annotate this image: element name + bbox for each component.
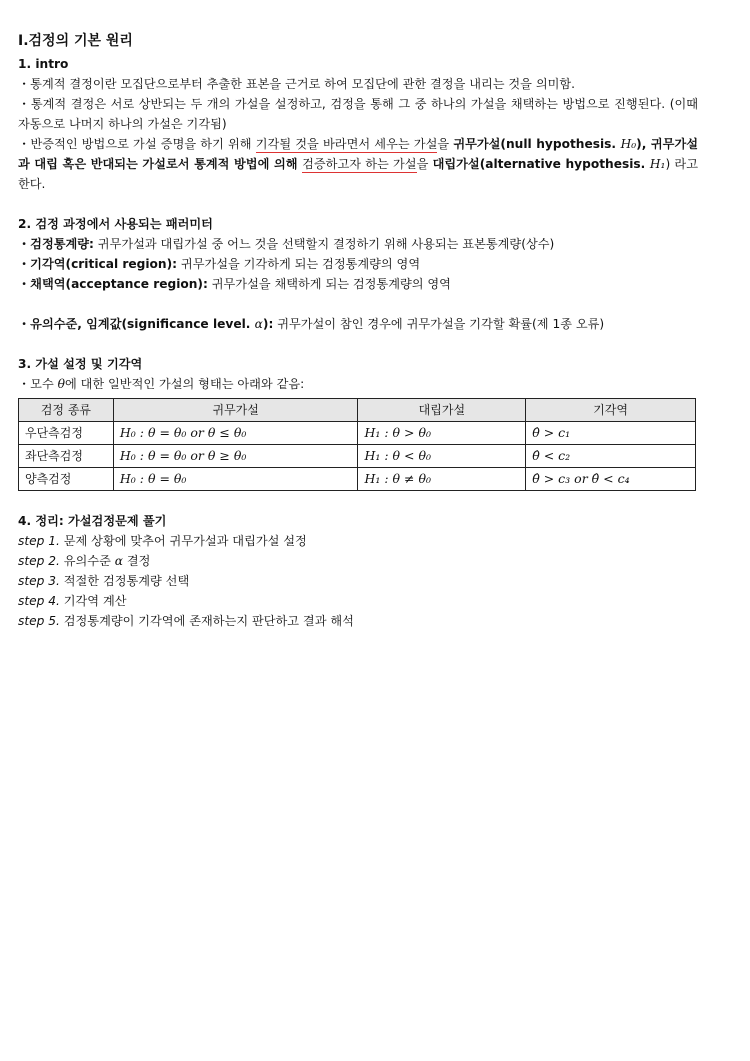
param-label: ・기각역(critical region): bbox=[18, 257, 178, 271]
param-text: 귀무가설이 참인 경우에 귀무가설을 기각할 확률(제 1종 오류) bbox=[273, 317, 605, 331]
intro-text-b: 에 대한 일반적인 가설의 형태는 아래와 같음: bbox=[64, 377, 305, 391]
step-item bbox=[18, 591, 698, 611]
param-label: ・채택역(acceptance region): bbox=[18, 277, 208, 291]
step-item bbox=[18, 571, 698, 591]
step-label: step 3. bbox=[18, 574, 60, 588]
column-header: 검정 종류 bbox=[19, 399, 114, 422]
table-cell: H₀ : θ = θ₀ or θ ≤ θ₀ bbox=[113, 422, 358, 445]
step-label: step 1. bbox=[18, 534, 60, 548]
param-text: 귀무가설과 대립가설 중 어느 것을 선택할지 결정하기 위해 사용되는 표본통계량(상수) bbox=[93, 237, 555, 251]
step-label: step 5. bbox=[18, 614, 60, 628]
table-cell: H₁ : θ < θ₀ bbox=[358, 445, 526, 468]
underlined-phrase-null: 기각될 것을 바라면서 세우는 가설 bbox=[255, 137, 438, 151]
step-text: 기각역 계산 bbox=[59, 594, 127, 608]
h0-symbol: H₀ bbox=[620, 137, 637, 151]
param-acceptance-region bbox=[18, 274, 698, 294]
document-page bbox=[18, 30, 698, 631]
table-cell: 좌단측검정 bbox=[19, 445, 114, 468]
step-text: 문제 상황에 맞추어 귀무가설과 대립가설 설정 bbox=[59, 534, 307, 548]
step-label: step 4. bbox=[18, 594, 60, 608]
column-header: 기각역 bbox=[526, 399, 696, 422]
table-cell: H₀ : θ = θ₀ bbox=[113, 468, 358, 491]
section-3-heading: 3. 가설 설정 및 기각역 bbox=[18, 357, 143, 371]
section-3-intro bbox=[18, 374, 698, 394]
step-item bbox=[18, 551, 698, 571]
hypothesis-table bbox=[18, 398, 696, 491]
null-hypothesis-term: 귀무가설(null hypothesis. bbox=[453, 137, 621, 151]
alpha-symbol: α bbox=[254, 317, 263, 331]
step-text-tail: 결정 bbox=[122, 554, 151, 568]
step-item bbox=[18, 531, 698, 551]
document-title: Ⅰ.검정의 기본 원리 bbox=[18, 33, 133, 49]
table-row bbox=[19, 422, 696, 445]
column-header: 대립가설 bbox=[358, 399, 526, 422]
step-item bbox=[18, 611, 698, 631]
param-significance-level bbox=[18, 314, 698, 334]
section-1-paragraph-1: ・통계적 결정이란 모집단으로부터 추출한 표본을 근거로 하여 모집단에 관한 결정을 내리는 것을 의미함. bbox=[18, 77, 576, 91]
p3-text-c: ), 귀무가설과 대립 혹은 반대되는 가설로서 통계적 방법에 의해 bbox=[18, 137, 698, 171]
table-row bbox=[19, 468, 696, 491]
p3-text-e: ) 라고 한다. bbox=[18, 157, 698, 191]
section-4-heading: 4. 정리: 가설검정문제 풀기 bbox=[18, 514, 167, 528]
p3-text-b: 을 bbox=[437, 137, 454, 151]
table-cell: H₀ : θ = θ₀ or θ ≥ θ₀ bbox=[113, 445, 358, 468]
table-cell: θ̂ > c₃ or θ̂ < c₄ bbox=[526, 468, 696, 491]
param-label: ・검정통계량: bbox=[18, 237, 94, 251]
table-cell: 양측검정 bbox=[19, 468, 114, 491]
p3-text-d: 을 bbox=[416, 157, 433, 171]
table-cell: H₁ : θ > θ₀ bbox=[358, 422, 526, 445]
section-1-paragraph-2: ・통계적 결정은 서로 상반되는 두 개의 가설을 설정하고, 검정을 통해 그 중 하나의 가설을 채택하는 방법으로 진행된다. (이때 자동으로 나머지 하나의 가설은 기각됨) bbox=[18, 97, 698, 131]
param-label-close: ): bbox=[262, 317, 274, 331]
step-text: 유의수준 bbox=[59, 554, 115, 568]
underlined-phrase-alt: 검증하고자 하는 가설 bbox=[302, 157, 417, 171]
intro-text-a: ・모수 bbox=[18, 377, 58, 391]
table-cell: θ̂ > c₁ bbox=[526, 422, 696, 445]
table-cell: θ̂ < c₂ bbox=[526, 445, 696, 468]
p3-text-a: ・반증적인 방법으로 가설 증명을 하기 위해 bbox=[18, 137, 256, 151]
param-critical-region bbox=[18, 254, 698, 274]
section-1-paragraph-3 bbox=[18, 134, 698, 194]
param-text: 귀무가설을 기각하게 되는 검정통계량의 영역 bbox=[177, 257, 421, 271]
table-cell: 우단측검정 bbox=[19, 422, 114, 445]
h1-symbol: H₁ bbox=[649, 157, 666, 171]
table-row bbox=[19, 445, 696, 468]
step-label: step 2. bbox=[18, 554, 60, 568]
param-test-statistic bbox=[18, 234, 698, 254]
param-label: ・유의수준, 임계값(significance level. bbox=[18, 317, 255, 331]
alpha-symbol: α bbox=[114, 554, 123, 568]
section-2-heading: 2. 검정 과정에서 사용되는 패러미터 bbox=[18, 217, 213, 231]
table-cell: H₁ : θ ≠ θ₀ bbox=[358, 468, 526, 491]
step-text: 적절한 검정통계량 선택 bbox=[59, 574, 190, 588]
step-text: 검정통계량이 기각역에 존재하는지 판단하고 결과 해석 bbox=[59, 614, 354, 628]
section-1-heading: 1. intro bbox=[18, 57, 69, 71]
param-text: 귀무가설을 채택하게 되는 검정통계량의 영역 bbox=[207, 277, 451, 291]
alternative-hypothesis-term: 대립가설(alternative hypothesis. bbox=[432, 157, 650, 171]
table-header-row bbox=[19, 399, 696, 422]
theta-symbol: θ bbox=[57, 377, 65, 391]
column-header: 귀무가설 bbox=[113, 399, 358, 422]
